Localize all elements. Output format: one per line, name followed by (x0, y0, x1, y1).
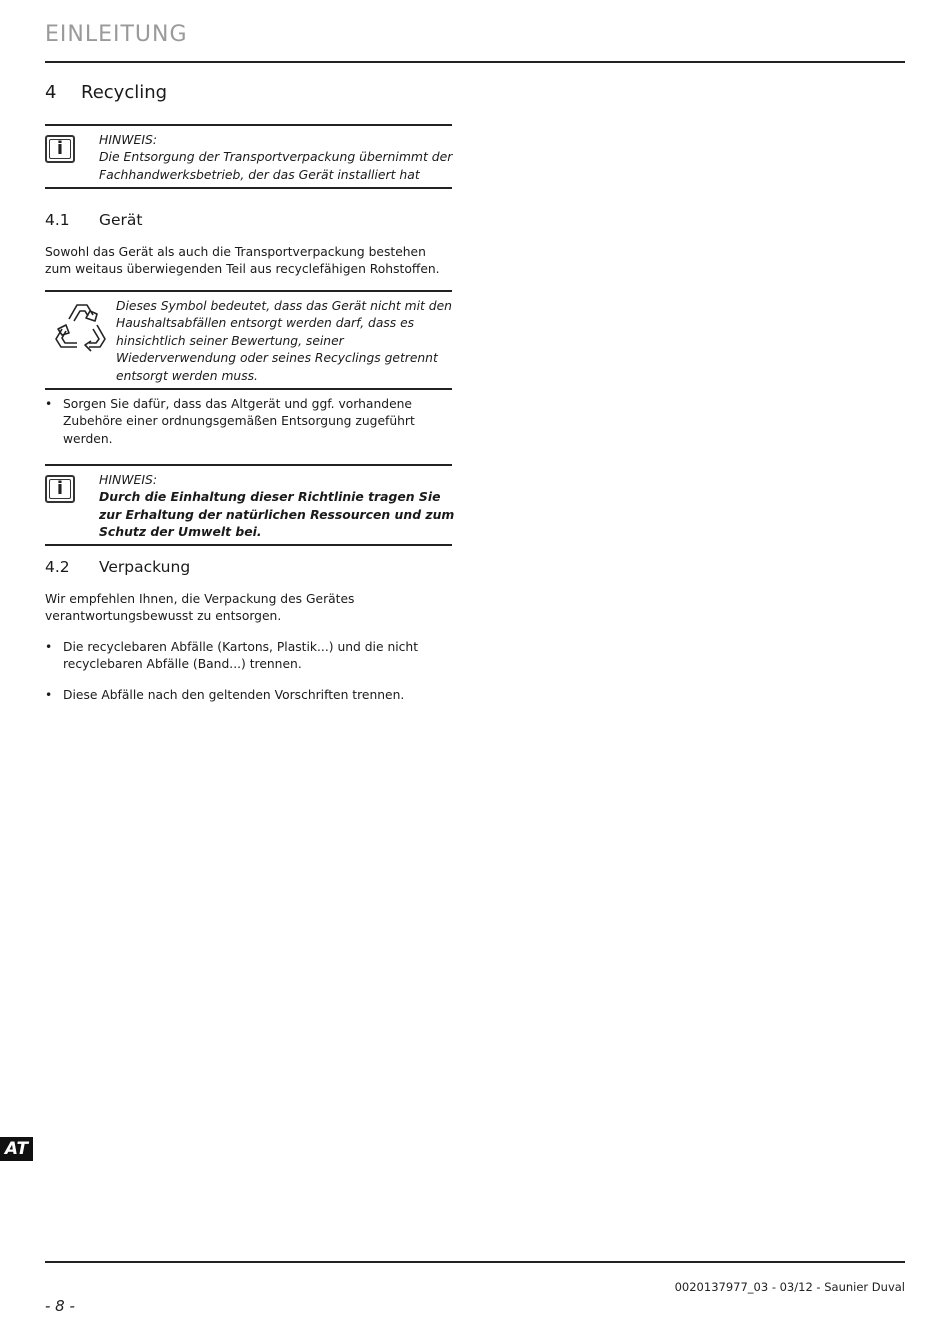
section2-paragraph: Wir empfehlen Ihnen, die Verpackung des Gerätes verantwortungsbewusst zu entsorgen. (45, 592, 355, 624)
note2-text: Durch die Einhaltung dieser Richtlinie tragen Sie zur Erhaltung der natürlichen Ressourcen und zum Schutz der Umwelt bei. (99, 489, 455, 539)
bullet-icon: • (45, 640, 53, 654)
info-icon: i (45, 475, 75, 503)
note2-box (99, 471, 459, 540)
running-header: EINLEITUNG (45, 22, 188, 47)
section-title: Gerät (99, 211, 143, 229)
note1-label: HINWEIS: (99, 132, 158, 147)
list-item-text: Die recyclebaren Abfälle (Kartons, Plastik...) und die nicht recyclebaren Abfälle (Band...) trennen. (63, 640, 419, 672)
symbol-top-rule (45, 290, 452, 292)
section-title: Verpackung (99, 558, 191, 576)
bullet-icon: • (45, 397, 53, 411)
chapter-title: Recycling (81, 82, 168, 103)
list-item-text: Diese Abfälle nach den geltenden Vorschriften trennen. (63, 688, 405, 702)
section1-paragraph: Sowohl das Gerät als auch die Transportverpackung bestehen zum weitaus überwiegenden Teil aus recyclefähigen Rohstoffen. (45, 245, 440, 277)
section-heading-geraet (45, 211, 143, 229)
document-reference: 0020137977_03 - 03/12 - Saunier Duval (674, 1280, 905, 1294)
chapter-heading (45, 82, 167, 103)
list-item (45, 396, 445, 448)
page-number: - 8 - (45, 1297, 75, 1315)
recycling-arrows-icon (51, 299, 109, 355)
section-number: 4.2 (45, 558, 70, 576)
symbol-bottom-rule (45, 388, 452, 390)
note1-top-rule (45, 124, 452, 126)
list-item (45, 687, 445, 704)
header-divider (45, 61, 905, 63)
note2-top-rule (45, 464, 452, 466)
section-heading-verpackung (45, 558, 190, 576)
country-badge: AT (0, 1137, 33, 1161)
note2-label: HINWEIS: (99, 472, 158, 487)
list-item (45, 639, 445, 674)
section-number: 4.1 (45, 211, 70, 229)
info-icon: i (45, 135, 75, 163)
note1-box (99, 131, 459, 183)
note1-text: Die Entsorgung der Transportverpackung übernimmt der Fachhandwerksbetrieb, der das Gerät installiert hat (99, 149, 453, 182)
note1-bottom-rule (45, 187, 452, 189)
chapter-number: 4 (45, 82, 57, 103)
note2-bottom-rule (45, 544, 452, 546)
recycling-symbol-text: Dieses Symbol bedeutet, dass das Gerät nicht mit den Haushaltsabfällen entsorgt werden darf, dass es hinsichtlich seiner Bewertung, seiner Wiederverwendung oder seines Recyclings getrennt entsorgt werden muss. (116, 299, 452, 383)
footer-divider (45, 1261, 905, 1263)
bullet-icon: • (45, 688, 53, 702)
list-item-text: Sorgen Sie dafür, dass das Altgerät und ggf. vorhandene Zubehöre einer ordnungsgemäßen Entsorgung zugeführt werden. (63, 397, 415, 446)
